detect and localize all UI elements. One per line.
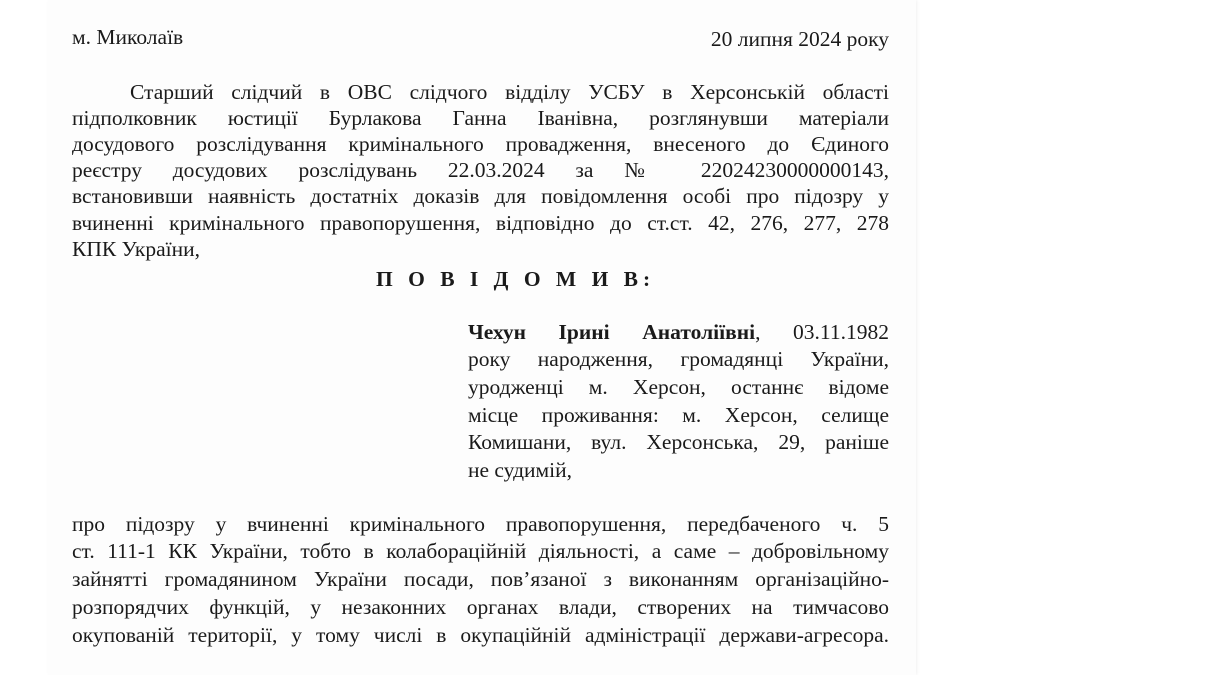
- suspect-line-2: року народження, громадянці України,: [468, 347, 889, 371]
- suspect-birthdate: , 03.11.1982: [755, 320, 890, 344]
- suspect-name: Чехун Ірині Анатоліївні: [468, 320, 756, 344]
- date-label: 20 липня 2024 року: [710, 27, 889, 51]
- intro-line-5: встановивши наявність достатніх доказів для повідомлення особі про підозру у: [72, 184, 889, 208]
- charge-line-4: розпорядчих функцій, у незаконних органах влади, створених на тимчасово: [72, 595, 889, 619]
- section-heading: П О В І Д О М И В:: [376, 267, 656, 291]
- suspect-line-3: уродженці м. Херсон, останнє відоме: [468, 375, 889, 399]
- intro-line-3: досудового розслідування кримінального провадження, внесеного до Єдиного: [72, 132, 889, 156]
- suspect-line-1: [468, 322, 889, 344]
- suspect-line-5: Комишани, вул. Херсонська, 29, раніше: [468, 430, 889, 454]
- charge-line-2: ст. 111-1 КК України, тобто в колабораційній діяльності, а саме – добровільному: [72, 539, 889, 563]
- intro-line-2: підполковник юстиції Бурлакова Ганна Іванівна, розглянувши матеріали: [72, 106, 889, 130]
- intro-line-7: КПК України,: [72, 237, 201, 261]
- intro-line-6: вчиненні кримінального правопорушення, відповідно до ст.ст. 42, 276, 277, 278: [72, 211, 889, 235]
- intro-line-1: Старший слідчий в ОВС слідчого відділу УСБУ в Херсонській області: [130, 80, 889, 104]
- city-label: м. Миколаїв: [72, 25, 184, 49]
- charge-line-5: окупованій території, у тому числі в окупаційній адміністрації держави-агресора.: [72, 623, 889, 647]
- document-sheet: [48, 0, 916, 675]
- intro-line-4: реєстру досудових розслідувань 22.03.2024 за № 22024230000000143,: [72, 158, 889, 182]
- charge-line-3: зайнятті громадянином України посади, пов’язаної з виконанням організаційно-: [72, 567, 889, 591]
- suspect-line-6: не судимій,: [468, 458, 572, 482]
- charge-line-1: про підозру у вчиненні кримінального правопорушення, передбаченого ч. 5: [72, 512, 889, 536]
- suspect-line-4: місце проживання: м. Херсон, селище: [468, 403, 889, 427]
